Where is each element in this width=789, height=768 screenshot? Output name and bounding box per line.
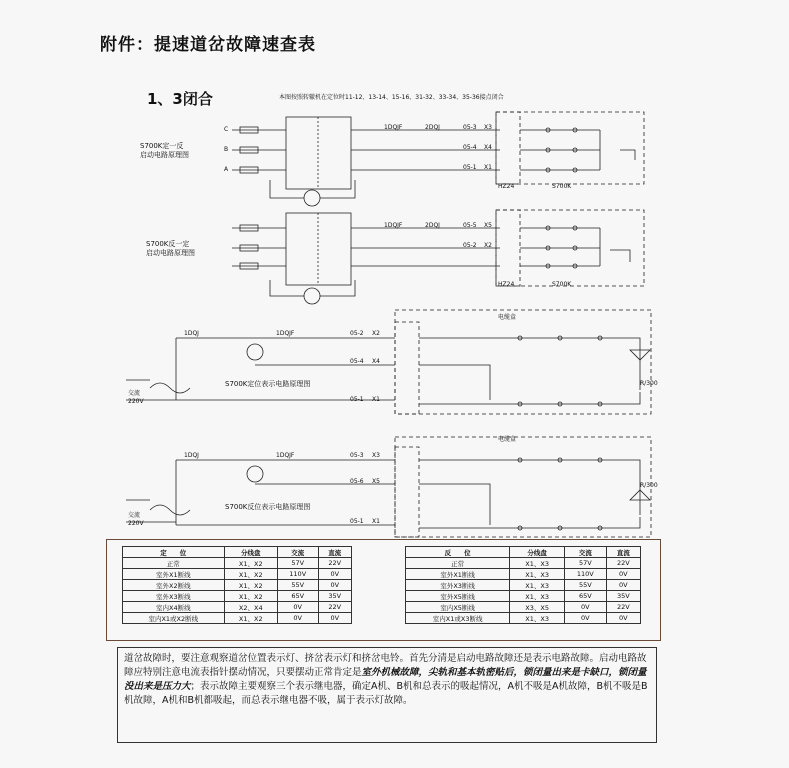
table-header: 交流 xyxy=(277,547,318,558)
table-header-row xyxy=(123,547,352,558)
table-row xyxy=(406,591,641,602)
guide-text-emphasis: 室外机械故障，尖轨和基本轨密贴后，锁闭量出来是卡缺口，锁闭量没出来是压力大 xyxy=(124,667,647,692)
table-row xyxy=(406,569,641,580)
table-cell: 35V xyxy=(318,591,351,602)
table-cell: X1、X2 xyxy=(224,580,277,591)
diagram2-label-line1: S700K反一定 xyxy=(146,240,190,248)
table-cell: 22V xyxy=(318,602,351,613)
table-cell: 0V xyxy=(318,613,351,624)
ac-label-2a: 交流 xyxy=(128,512,141,519)
cable-box-label-1: 电缆盒 xyxy=(498,314,517,321)
table-cell: 正常 xyxy=(123,558,225,569)
section-title: 1、3闭合 xyxy=(147,90,213,108)
contact-05-1: 05-1 xyxy=(463,164,477,171)
table-cell: 正常 xyxy=(406,558,510,569)
table-cell: 室外X3断线 xyxy=(406,580,510,591)
ac-label-2b: 220V xyxy=(128,520,144,527)
table-header: 分线盘 xyxy=(224,547,277,558)
table-cell: 22V xyxy=(606,602,640,613)
table-cell: X1、X2 xyxy=(224,569,277,580)
table-cell: 57V xyxy=(277,558,318,569)
model-label-1: S700K xyxy=(552,183,572,190)
table-header: 反 位 xyxy=(406,547,510,558)
cable-box-label-2: 电缆盒 xyxy=(498,436,517,443)
diagram1-label-line1: S700K定一反 xyxy=(140,142,184,150)
table-cell: X2、X4 xyxy=(224,602,277,613)
contact-x3: X3 xyxy=(484,124,492,131)
table-row xyxy=(123,558,352,569)
hz-label-2: HZ24 xyxy=(498,281,515,288)
contact-2dqj-2: 2DQJ xyxy=(425,222,440,229)
contact-2dqj: 2DQJ xyxy=(425,124,440,131)
diagram3-label: S700K定位表示电路原理图 xyxy=(225,380,311,388)
resistor-label-2: R/300 xyxy=(640,482,658,489)
contact-05-1-b: 05-1 xyxy=(350,396,364,403)
table-cell: 室外X1断线 xyxy=(123,569,225,580)
contact-1dqj-2: 1DQJ xyxy=(184,452,199,459)
table-header: 直流 xyxy=(606,547,640,558)
ac-label-1b: 220V xyxy=(128,398,144,405)
contact-x1-c: X1 xyxy=(372,518,380,525)
contact-05-3: 05-3 xyxy=(463,124,477,131)
table-cell: 0V xyxy=(318,569,351,580)
contact-1dqjf-2: 1DQJF xyxy=(384,222,403,229)
table-cell: 0V xyxy=(564,602,606,613)
table-cell: X3、X5 xyxy=(510,602,565,613)
contact-x2-b: X2 xyxy=(372,330,380,337)
table-cell: 65V xyxy=(564,591,606,602)
table-row xyxy=(123,569,352,580)
table-row xyxy=(406,580,641,591)
table-row xyxy=(123,591,352,602)
contact-x4-b: X4 xyxy=(372,358,380,365)
table-cell: 0V xyxy=(277,613,318,624)
table-header: 直流 xyxy=(318,547,351,558)
phase-c-label: C xyxy=(224,126,229,133)
table-header: 定 位 xyxy=(123,547,225,558)
table-cell: 57V xyxy=(564,558,606,569)
table-cell: 室内X4断线 xyxy=(123,602,225,613)
table-cell: X1、X3 xyxy=(510,580,565,591)
table-cell: 室内X1或X2断线 xyxy=(123,613,225,624)
page-title: 附件：提速道岔故障速查表 xyxy=(100,35,316,55)
guide-text-1: 道岔故障时，要注意观察道岔位置表示灯、挤岔表示灯和挤岔电铃。首先分清是启动电路故障还是表示电路故障。启动电路故障应特别注意电流表指针摆动情况，只要摆动正常肯定是 xyxy=(124,653,647,678)
table-row xyxy=(123,613,352,624)
contact-05-2-b: 05-2 xyxy=(350,330,364,337)
contact-1dqjf: 1DQJF xyxy=(384,124,403,131)
contact-05-2: 05-2 xyxy=(463,242,477,249)
reverse-position-table xyxy=(405,546,641,624)
table-header: 交流 xyxy=(564,547,606,558)
contact-x1-b: X1 xyxy=(372,396,380,403)
contact-x4: X4 xyxy=(484,144,492,151)
contact-x2: X2 xyxy=(484,242,492,249)
contact-x3-b: X3 xyxy=(372,452,380,459)
table-row xyxy=(123,602,352,613)
indication-circuit-diagram-1 xyxy=(126,310,651,414)
table-cell: 室外X2断线 xyxy=(123,580,225,591)
table-header-row xyxy=(406,547,641,558)
ac-label-1a: 交流 xyxy=(128,390,141,397)
table-cell: 0V xyxy=(606,613,640,624)
contact-1dqj: 1DQJ xyxy=(184,330,199,337)
table-cell: 室外X1断线 xyxy=(406,569,510,580)
table-cell: X1、X3 xyxy=(510,591,565,602)
table-cell: 室外X5断线 xyxy=(406,591,510,602)
table-cell: 0V xyxy=(606,580,640,591)
table-cell: X1、X3 xyxy=(510,569,565,580)
normal-position-table xyxy=(122,546,352,624)
contact-1dqjf-4: 1DQJF xyxy=(276,452,295,459)
phase-b-label: B xyxy=(224,146,229,153)
table-cell: X1、X2 xyxy=(224,591,277,602)
model-label-2: S700K xyxy=(552,281,572,288)
table-cell: 55V xyxy=(564,580,606,591)
table-cell: X1、X3 xyxy=(510,558,565,569)
contact-x1: X1 xyxy=(484,164,492,171)
contact-x5: X5 xyxy=(484,222,492,229)
contact-05-1-c: 05-1 xyxy=(350,518,364,525)
contact-05-5: 05-5 xyxy=(463,222,477,229)
contact-1dqjf-3: 1DQJF xyxy=(276,330,295,337)
table-cell: 35V xyxy=(606,591,640,602)
table-cell: 22V xyxy=(318,558,351,569)
diagram4-label: S700K反位表示电路原理图 xyxy=(225,503,311,511)
diagram-note: 本图按照转辙机在定位时11-12、13-14、15-16、31-32、33-34、35-36接点闭合 xyxy=(279,94,504,101)
table-cell: 室外X3断线 xyxy=(123,591,225,602)
resistor-label-1: R/300 xyxy=(640,380,658,387)
table-cell: 110V xyxy=(277,569,318,580)
table-cell: 室内X5断线 xyxy=(406,602,510,613)
guide-text-2: ；表示故障主要观察三个表示继电器，确定A机、B机和总表示的吸起情况，A机不吸是A机故障，B机不吸是B机故障，A机和B机都吸起，而总表示继电器不吸，属于表示灯故障。 xyxy=(124,681,648,706)
table-cell: X1、X2 xyxy=(224,558,277,569)
table-cell: 0V xyxy=(564,613,606,624)
contact-05-4: 05-4 xyxy=(463,144,477,151)
table-header: 分线盘 xyxy=(510,547,565,558)
table-cell: X1、X3 xyxy=(510,613,565,624)
table-cell: 室内X1或X3断线 xyxy=(406,613,510,624)
indication-circuit-diagram-2 xyxy=(126,437,651,537)
table-cell: 55V xyxy=(277,580,318,591)
table-cell: X1、X2 xyxy=(224,613,277,624)
contact-05-4-b: 05-4 xyxy=(350,358,364,365)
table-row xyxy=(406,558,641,569)
contact-05-3-b: 05-3 xyxy=(350,452,364,459)
diagram2-label-line2: 启动电路原理图 xyxy=(146,249,195,257)
table-cell: 0V xyxy=(318,580,351,591)
troubleshooting-guide xyxy=(117,647,657,743)
table-row xyxy=(406,602,641,613)
table-cell: 0V xyxy=(606,569,640,580)
phase-a-label: A xyxy=(224,166,229,173)
table-row xyxy=(406,613,641,624)
table-cell: 22V xyxy=(606,558,640,569)
hz-label-1: HZ24 xyxy=(498,183,515,190)
table-cell: 110V xyxy=(564,569,606,580)
table-cell: 65V xyxy=(277,591,318,602)
diagram1-label-line2: 启动电路原理图 xyxy=(140,151,189,159)
contact-x5-b: X5 xyxy=(372,478,380,485)
table-cell: 0V xyxy=(277,602,318,613)
table-row xyxy=(123,580,352,591)
contact-05-6-b: 05-6 xyxy=(350,478,364,485)
